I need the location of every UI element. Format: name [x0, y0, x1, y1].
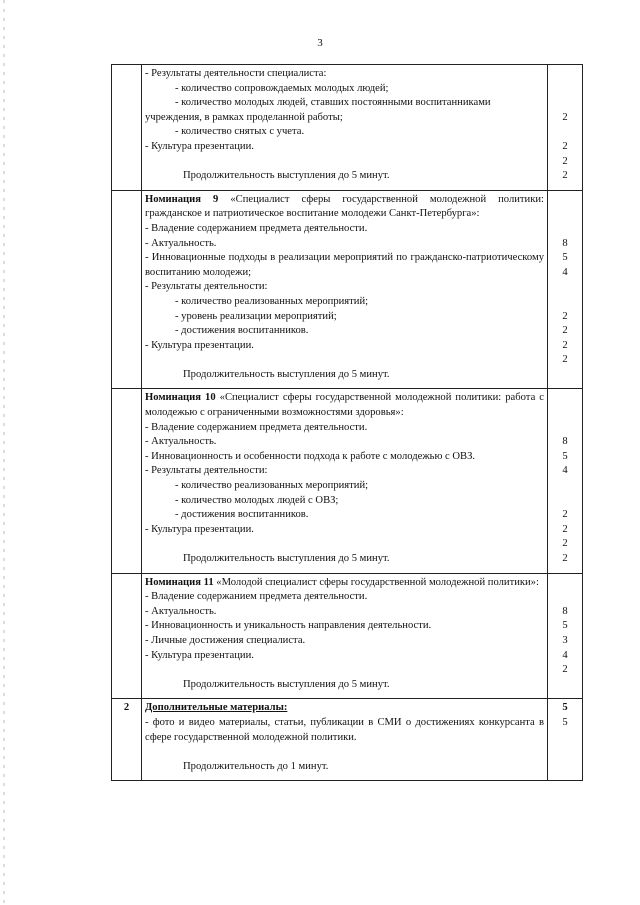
points-value: 2: [562, 111, 568, 123]
points-value: 3: [562, 634, 568, 646]
criterion-line: - уровень реализации мероприятий;: [175, 310, 337, 322]
points-value: 5: [562, 620, 568, 632]
criterion-line: - количество реализованных мероприятий;: [175, 295, 369, 307]
criterion-line: - Культура презентации.: [145, 523, 254, 535]
criteria-table: [111, 64, 583, 781]
criterion-line: - Результаты деятельности специалиста:: [145, 68, 327, 79]
nomination-title: [145, 576, 544, 591]
page-number: 3: [317, 37, 323, 49]
points-value: 5: [562, 716, 568, 728]
criterion-line: - количество реализованных мероприятий;: [175, 480, 369, 492]
points-value: 2: [562, 155, 568, 167]
row-number-cell: [112, 573, 142, 699]
points-cell: [548, 573, 583, 699]
criterion-line: - достижения воспитанников.: [175, 509, 309, 521]
row-number: 2: [112, 699, 142, 781]
criteria-cell: [142, 389, 548, 573]
duration-note: Продолжительность до 1 минут.: [183, 760, 329, 772]
criterion-line: - Актуальность.: [145, 436, 217, 448]
row-number-cell: [112, 389, 142, 573]
nomination-name: «Специалист сферы государственной молодежной политики: гражданское и патриотическое воспитание молодежи Санкт-Петербурга»:: [145, 193, 544, 220]
nomination-title: [145, 193, 544, 222]
criterion-line: - Актуальность.: [145, 237, 217, 249]
nomination-label: Номинация 9: [145, 193, 219, 205]
table-row-nomination-11: [112, 573, 583, 699]
nomination-name: «Молодой специалист сферы государственной молодежной политики»:: [213, 576, 539, 588]
criteria-cell: [142, 573, 548, 699]
scan-edge-artifact: [3, 0, 5, 905]
duration-note: Продолжительность выступления до 5 минут.: [183, 170, 390, 182]
points-value: 2: [562, 140, 568, 152]
points-value: 2: [562, 523, 568, 535]
points-value: 2: [562, 553, 568, 564]
criterion-line: учреждения, в рамках проделанной работы;: [145, 111, 343, 123]
duration-note: Продолжительность выступления до 5 минут.: [183, 553, 390, 564]
criterion-line: - фото и видео материалы, статьи, публикации в СМИ о достижениях конкурсанта в сфере государственной молодежной политики.: [145, 716, 544, 743]
points-cell: [548, 389, 583, 573]
table-row-nomination-9: [112, 190, 583, 389]
criterion-line: - достижения воспитанников.: [175, 325, 309, 337]
points-value: 8: [562, 237, 568, 249]
table-row-additional-materials: [112, 699, 583, 781]
criteria-cell: [142, 65, 548, 191]
table-row-continuation: [112, 65, 583, 191]
points-value: 5: [562, 252, 568, 264]
points-value: 2: [562, 509, 568, 521]
nomination-title: [145, 391, 544, 420]
nomination-name: «Специалист сферы государственной молодежной политики: работа с молодежью с ограниченными возможностями здоровья»:: [145, 392, 544, 419]
criterion-line: - количество молодых людей с ОВЗ;: [175, 494, 339, 506]
duration-note: Продолжительность выступления до 5 минут.: [183, 368, 390, 380]
criterion-line: - Культура презентации.: [145, 649, 254, 661]
criterion-line: - Культура презентации.: [145, 339, 254, 351]
duration-note: Продолжительность выступления до 5 минут.: [183, 678, 390, 690]
criterion-line: - Результаты деятельности:: [145, 281, 268, 293]
criteria-cell: [142, 190, 548, 389]
points-value: 2: [562, 310, 568, 322]
points-value: 4: [562, 465, 568, 477]
criterion-line: - Инновационность и особенности подхода к работе с молодежью с ОВЗ.: [145, 450, 476, 462]
points-cell: [548, 190, 583, 389]
criterion-line: - количество снятых с учета.: [175, 126, 305, 138]
criterion-line: - Личные достижения специалиста.: [145, 634, 306, 646]
points-value: 5: [562, 702, 568, 714]
points-value: 2: [562, 325, 568, 337]
criterion-line: - Культура презентации.: [145, 140, 254, 152]
section-heading: Дополнительные материалы:: [145, 702, 288, 714]
criterion-line: - Владение содержанием предмета деятельности.: [145, 421, 368, 433]
criterion-line: - Владение содержанием предмета деятельности.: [145, 591, 368, 603]
points-value: 2: [562, 354, 568, 366]
points-cell: [548, 699, 583, 781]
points-cell: [548, 65, 583, 191]
criterion-line: - Результаты деятельности:: [145, 465, 268, 477]
points-value: 2: [562, 664, 568, 676]
table-row-nomination-10: [112, 389, 583, 573]
points-value: 5: [562, 450, 568, 462]
points-value: 4: [562, 649, 568, 661]
points-value: 4: [562, 266, 568, 278]
points-value: 2: [562, 538, 568, 550]
nomination-label: Номинация 10: [145, 392, 216, 404]
points-value: 2: [562, 339, 568, 351]
criteria-cell: [142, 699, 548, 781]
nomination-label: Номинация 11: [145, 576, 214, 588]
points-value: 2: [562, 170, 568, 182]
criterion-line: - Инновационность и уникальность направления деятельности.: [145, 620, 432, 632]
criterion-line: - Актуальность.: [145, 605, 217, 617]
row-number-cell: [112, 190, 142, 389]
criterion-line: - количество сопровождаемых молодых людей;: [175, 82, 389, 94]
criterion-line: - Владение содержанием предмета деятельности.: [145, 222, 368, 234]
criterion-line: - Инновационные подходы в реализации мероприятий по гражданско-патриотическому воспитанию молодежи;: [145, 252, 544, 278]
criterion-line: - количество молодых людей, ставших постоянными воспитанниками: [175, 97, 491, 109]
row-number-cell: [112, 65, 142, 191]
points-value: 8: [562, 605, 568, 617]
points-value: 8: [562, 436, 568, 448]
